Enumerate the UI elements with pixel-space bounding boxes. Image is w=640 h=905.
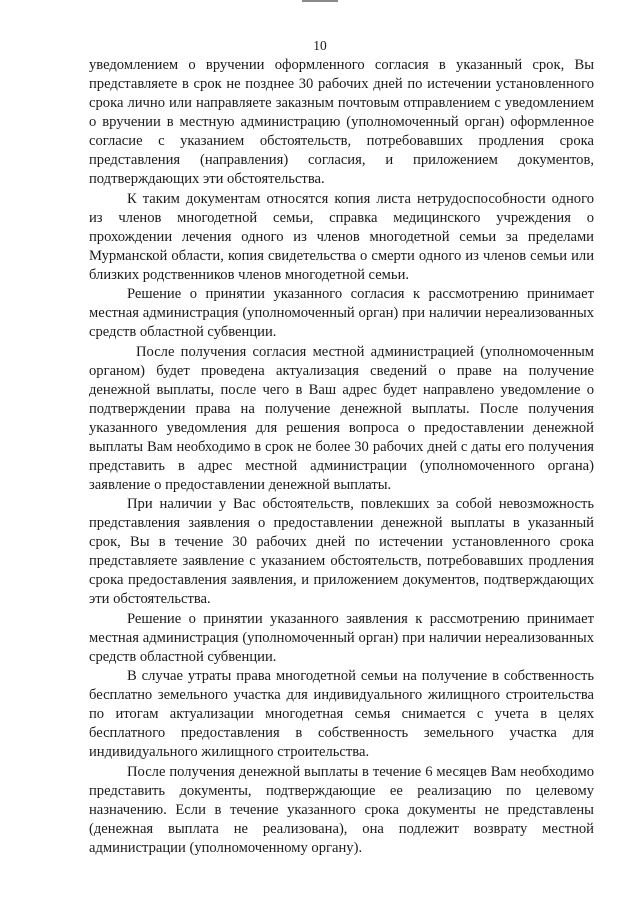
- paragraph-4: После получения согласия местной администрацией (уполномоченным органом) будет проведена актуализация сведений о праве на получение денежной выплаты, после чего в Ваш адрес будет направлено уведомление о подтверждении права на получение денежной выплаты. После получения указанного уведомления для решения вопроса о предоставлении денежной выплаты Вам необходимо в срок не более 30 рабочих дней с даты его получения представить в адрес местной администрации (уполномоченного органа) заявление о предоставлении денежной выплаты.: [89, 343, 594, 493]
- paragraph-5: При наличии у Вас обстоятельств, повлекших за собой невозможность представления заявления о предоставлении денежной выплаты в указанный срок, Вы в течение 30 рабочих дней по истечении установленного срока представляете заявление с указанием обстоятельств, потребовавших продления срока предоставления заявления, и приложением документов, подтверждающих эти обстоятельства.: [89, 496, 594, 607]
- paragraph-7: В случае утраты права многодетной семьи на получение в собственность бесплатно земельного участка для индивидуального жилищного строительства по итогам актуализации многодетная семья снимается с учета в целях бесплатного предоставления в собственность земельного участка для индивидуального жилищного строительства.: [89, 668, 594, 760]
- page-number: 10: [313, 38, 327, 53]
- paragraph-2: К таким документам относятся копия листа нетрудоспособности одного из членов многодетной семьи, справка медицинского учреждения о прохождении лечения одного из членов многодетной семьи за пределами Мурманской области, копия свидетельства о смерти одного из членов семьи или близких родственников членов многодетной семьи.: [89, 190, 594, 283]
- paragraph-8: После получения денежной выплаты в течение 6 месяцев Вам необходимо представить документы, подтверждающие ее реализацию по целевому назначению. Если в течение указанного срока документы не представлены (денежная выплата не реализована), она подлежит возврату местной администрации (уполномоченному органу).: [89, 763, 594, 856]
- scan-edge-mark: [302, 0, 338, 2]
- paragraph-3: Решение о принятии указанного согласия к рассмотрению принимает местная администрация (уполномоченный орган) при наличии нереализованных средств областной субвенции.: [89, 286, 594, 340]
- body-text: [89, 56, 594, 858]
- paragraph-6: Решение о принятии указанного заявления к рассмотрению принимает местная администрация (уполномоченный орган) при наличии нереализованных средств областной субвенции.: [89, 610, 594, 665]
- paragraph-1: уведомлением о вручении оформленного согласия в указанный срок, Вы представляете в срок не позднее 30 рабочих дней по истечении установленного срока лично или направляете заказным почтовым отправлением с уведомлением о вручении в местную администрацию (уполномоченный орган) оформленное согласие с указанием обстоятельств, потребовавших продления срока представления (направления) согласия, и приложением документов, подтверждающих эти обстоятельства.: [89, 57, 594, 187]
